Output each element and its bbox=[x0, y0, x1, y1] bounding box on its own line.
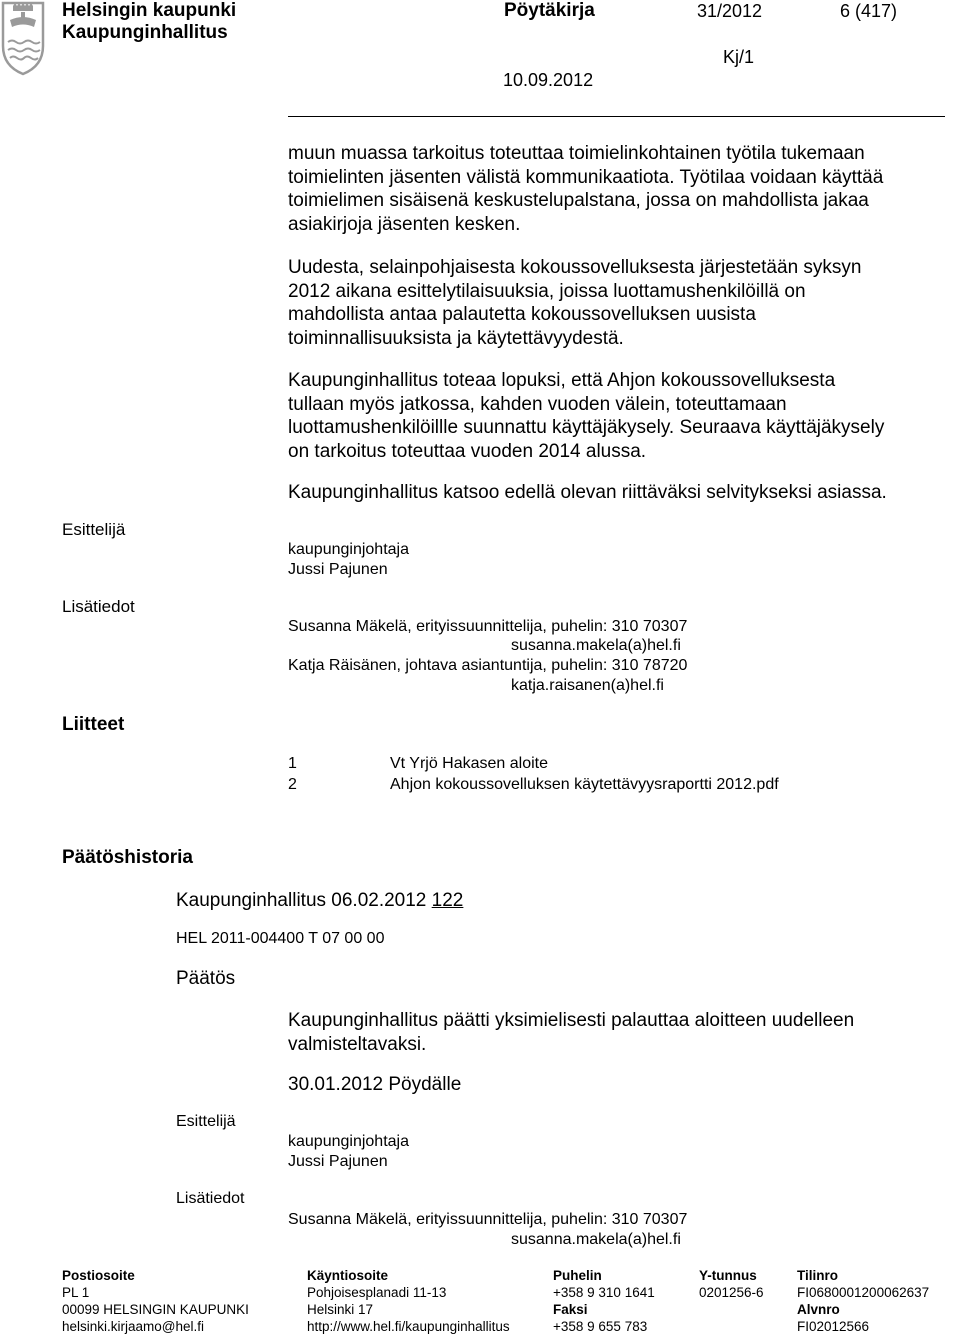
footer-fax-number: +358 9 655 783 bbox=[553, 1319, 648, 1334]
footer-visit-label: Käyntiosoite bbox=[307, 1268, 389, 1283]
header-date: 10.09.2012 bbox=[503, 70, 594, 90]
info-contact-2: Katja Räisänen, johtava asiantuntija, puhelin: 310 78720 bbox=[288, 657, 688, 674]
city-coat-of-arms-logo bbox=[0, 0, 46, 76]
text-line: asiakirjoja jäsenten kesken. bbox=[288, 213, 521, 235]
history-presenter-label: Esittelijä bbox=[176, 1113, 236, 1130]
text-line: toimielimen sisäisenä keskustelupalstana, jossa on mahdollista jakaa bbox=[288, 190, 869, 212]
history-meeting-date: Kaupunginhallitus 06.02.2012 bbox=[176, 890, 427, 911]
body-paragraph-2 bbox=[288, 256, 948, 350]
text-line: mahdollista antaa palautetta kokoussovelluksen uusista bbox=[288, 304, 756, 326]
header-number: 31/2012 bbox=[697, 1, 763, 21]
history-heading: Päätöshistoria bbox=[62, 847, 193, 868]
attachment-2-title[interactable]: Ahjon kokoussovelluksen käytettävyysraportti 2012.pdf bbox=[390, 776, 779, 793]
footer-ytunnus-value: 0201256-6 bbox=[699, 1285, 764, 1300]
text-line: muun muassa tarkoitus toteuttaa toimielinkohtainen työtila tukemaan bbox=[288, 143, 865, 164]
footer-phone-number: +358 9 310 1641 bbox=[553, 1285, 655, 1300]
footer-ytunnus bbox=[699, 1267, 764, 1301]
attachments-label: Liitteet bbox=[62, 714, 125, 735]
presenter-label: Esittelijä bbox=[62, 520, 126, 539]
text-line: Kaupunginhallitus toteaa lopuksi, että Ahjon kokoussovelluksesta bbox=[288, 370, 836, 391]
footer-visit-line: Helsinki 17 bbox=[307, 1302, 374, 1317]
history-contact: Susanna Mäkelä, erityissuunnittelija, puhelin: 310 70307 bbox=[288, 1211, 688, 1228]
footer-postal-line: PL 1 bbox=[62, 1285, 90, 1300]
history-tabled: 30.01.2012 Pöydälle bbox=[288, 1074, 462, 1095]
header-org: Helsingin kaupunki bbox=[62, 0, 237, 21]
attachment-1-title[interactable]: Vt Yrjö Hakasen aloite bbox=[390, 755, 549, 772]
text-line: 2012 aikana esittelytilaisuuksia, joissa luottamushenkilöillä on bbox=[288, 280, 806, 302]
footer-email-link[interactable]: helsinki.kirjaamo@hel.fi bbox=[62, 1319, 205, 1334]
footer-phone bbox=[553, 1267, 655, 1335]
footer-ytunnus-label: Y-tunnus bbox=[699, 1268, 757, 1283]
attachment-2-num: 2 bbox=[288, 776, 297, 793]
history-presenter-name: Jussi Pajunen bbox=[288, 1153, 388, 1170]
info-email-1: susanna.makela(a)hel.fi bbox=[511, 637, 681, 654]
text-line: luottamushenkilöillle suunnattu käyttäjäkysely. Seuraava käyttäjäkysely bbox=[288, 417, 885, 439]
history-meeting bbox=[176, 889, 463, 913]
text-line: Kaupunginhallitus päätti yksimielisesti palauttaa aloitteen uudelleen bbox=[288, 1010, 855, 1031]
text-line: valmisteltavaksi. bbox=[288, 1033, 427, 1055]
footer-vat-label: Alvnro bbox=[797, 1302, 840, 1317]
history-meeting-item: 122 bbox=[431, 890, 464, 911]
attachment-1-num: 1 bbox=[288, 755, 297, 772]
footer-postal-line: 00099 HELSINGIN KAUPUNKI bbox=[62, 1302, 249, 1317]
info-email-2: katja.raisanen(a)hel.fi bbox=[511, 677, 664, 694]
header-rule bbox=[288, 116, 945, 117]
header-doc-type: Pöytäkirja bbox=[504, 0, 595, 21]
presenter-title: kaupunginjohtaja bbox=[288, 541, 409, 558]
header-section: Kj/1 bbox=[723, 47, 755, 67]
text-line: Uudesta, selainpohjaisesta kokoussovelluksesta järjestetään syksyn bbox=[288, 257, 862, 278]
presenter-name: Jussi Pajunen bbox=[288, 561, 388, 578]
history-decision-label: Päätös bbox=[176, 968, 236, 989]
footer-postal bbox=[62, 1267, 249, 1335]
footer-postal-label: Postiosoite bbox=[62, 1268, 135, 1283]
history-email: susanna.makela(a)hel.fi bbox=[511, 1231, 681, 1248]
header-page: 6 (417) bbox=[840, 1, 898, 21]
footer-account bbox=[797, 1267, 929, 1335]
footer-account-label: Tilinro bbox=[797, 1268, 839, 1283]
footer-website-link[interactable]: http://www.hel.fi/kaupunginhallitus bbox=[307, 1319, 510, 1334]
info-label: Lisätiedot bbox=[62, 597, 135, 616]
text-line: on tarkoitus toteuttaa vuoden 2014 alussa. bbox=[288, 440, 647, 462]
footer-account-value: FI0680001200062637 bbox=[797, 1285, 930, 1300]
text-line: toiminnallisuuksista ja käytettävyydestä. bbox=[288, 327, 624, 349]
history-decision bbox=[288, 1009, 948, 1056]
body-paragraph-1 bbox=[288, 142, 948, 236]
history-info-label: Lisätiedot bbox=[176, 1190, 245, 1207]
footer-fax-label: Faksi bbox=[553, 1302, 588, 1317]
body-paragraph-4: Kaupunginhallitus katsoo edellä olevan riittäväksi selvitykseksi asiassa. bbox=[288, 482, 887, 503]
body-paragraph-3 bbox=[288, 369, 958, 463]
footer-visit bbox=[307, 1267, 510, 1335]
history-ref: HEL 2011-004400 T 07 00 00 bbox=[176, 930, 385, 947]
footer-vat-value: FI02012566 bbox=[797, 1319, 870, 1334]
text-line: tullaan myös jatkossa, kahden vuoden välein, toteuttamaan bbox=[288, 393, 787, 415]
header-body: Kaupunginhallitus bbox=[62, 22, 228, 43]
text-line: toimielinten jäsenten välistä kommunikaatiota. Työtilaa voidaan käyttää bbox=[288, 166, 884, 188]
info-contact-1: Susanna Mäkelä, erityissuunnittelija, puhelin: 310 70307 bbox=[288, 618, 688, 635]
footer-visit-line: Pohjoisesplanadi 11-13 bbox=[307, 1285, 447, 1300]
history-presenter-title: kaupunginjohtaja bbox=[288, 1133, 409, 1150]
footer-phone-label: Puhelin bbox=[553, 1268, 602, 1283]
